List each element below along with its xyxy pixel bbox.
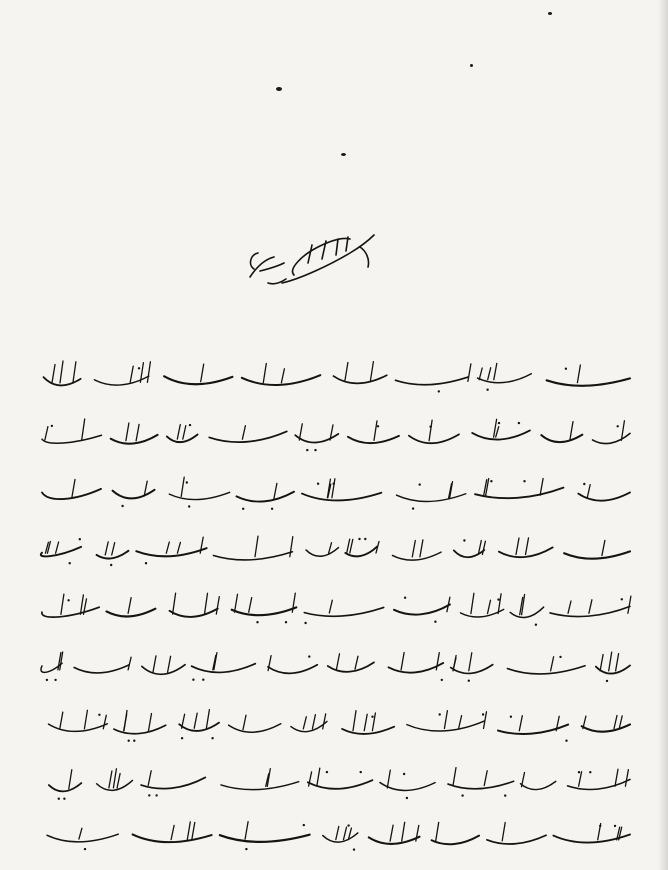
ink-speck [276,87,282,91]
ink-speck [341,153,346,156]
line-ink-strokes [36,761,634,803]
line-ink-strokes [36,587,634,629]
text-line [36,815,634,857]
handwritten-heading [190,225,390,295]
heading-ink-strokes [190,225,390,295]
text-line [36,645,634,687]
text-line [36,529,634,571]
text-line [36,355,634,397]
line-ink-strokes [36,355,634,397]
text-line [36,413,634,455]
line-ink-strokes [36,413,634,455]
text-line [36,471,634,513]
text-line [36,587,634,629]
line-ink-strokes [36,815,634,857]
text-line [36,761,634,803]
ink-speck [548,12,552,15]
manuscript-body [36,355,634,835]
line-ink-strokes [36,703,634,745]
line-ink-strokes [36,529,634,571]
line-ink-strokes [36,645,634,687]
ink-speck [470,64,473,67]
text-line [36,703,634,745]
line-ink-strokes [36,471,634,513]
